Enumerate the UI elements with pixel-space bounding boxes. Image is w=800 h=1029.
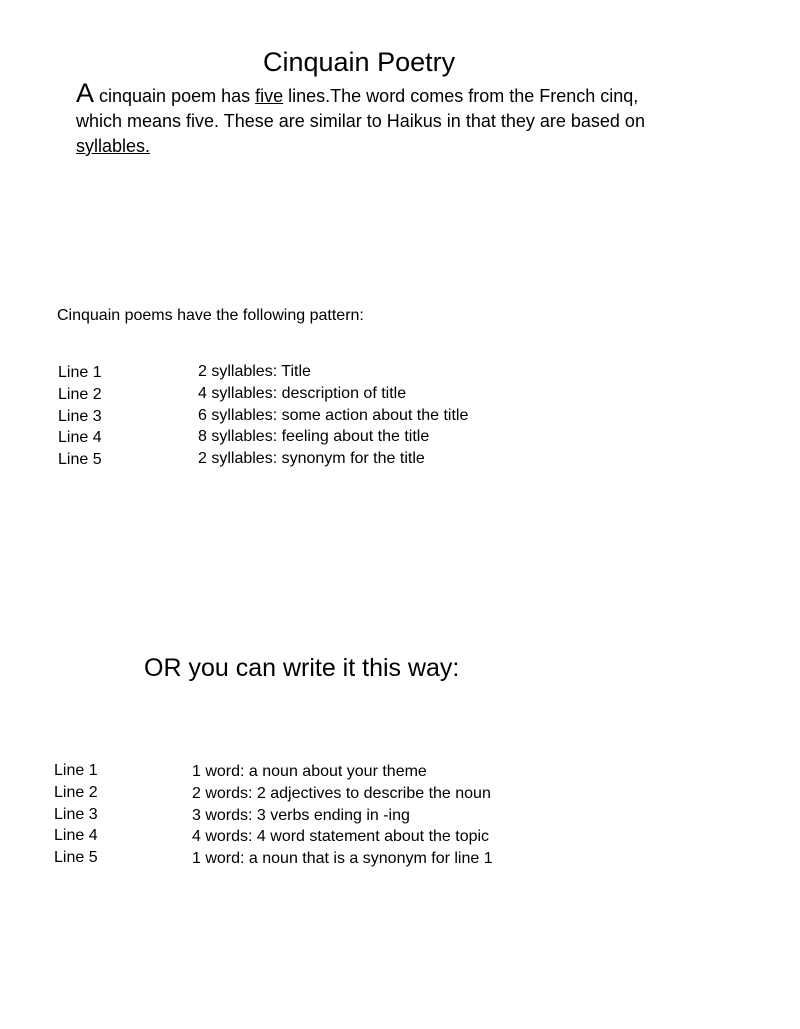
pattern1-description: 6 syllables: some action about the title — [198, 406, 469, 424]
pattern2-description: 3 words: 3 verbs ending in -ing — [192, 806, 410, 824]
pattern2-line-label: Line 4 — [54, 827, 98, 845]
intro-syllables-underlined: syllables. — [76, 136, 151, 156]
pattern-heading: Cinquain poems have the following pattern: — [57, 307, 364, 324]
pattern1-description: 4 syllables: description of title — [198, 384, 407, 402]
pattern1-line-label: Line 4 — [58, 429, 102, 447]
page-title: Cinquain Poetry — [263, 47, 456, 77]
intro-five-underlined: five — [255, 86, 284, 106]
pattern2-line-label: Line 1 — [54, 762, 98, 779]
intro-text-part2: lines.The word comes from the French cinq, which means five. These are similar to Haikus in that they are based on — [76, 86, 645, 131]
pattern2-line-label: Line 5 — [54, 849, 98, 867]
or-heading: OR you can write it this way: — [144, 654, 460, 682]
pattern2-description: 1 word: a noun that is a synonym for line 1 — [192, 850, 493, 868]
pattern1-line-label: Line 2 — [58, 385, 102, 403]
intro-text-part1: cinquain poem has — [94, 86, 256, 106]
pattern2-description: 1 word: a noun about your theme — [192, 763, 427, 780]
pattern1-description: 8 syllables: feeling about the title — [198, 428, 430, 446]
intro-first-letter: A — [76, 78, 95, 108]
pattern1-line-label: Line 3 — [58, 407, 102, 425]
pattern1-line-labels — [58, 362, 102, 471]
intro-paragraph — [76, 78, 676, 159]
pattern1-descriptions — [198, 361, 468, 470]
pattern2-descriptions — [192, 761, 493, 870]
pattern2-line-label: Line 3 — [54, 805, 98, 823]
pattern2-description: 2 words: 2 adjectives to describe the noun — [192, 784, 491, 802]
pattern1-line-label: Line 5 — [58, 451, 102, 469]
pattern1-description: 2 syllables: synonym for the title — [198, 450, 425, 468]
pattern1-description: 2 syllables: Title — [198, 363, 311, 380]
pattern2-line-label: Line 2 — [54, 783, 98, 801]
pattern1-line-label: Line 1 — [58, 364, 102, 381]
pattern2-description: 4 words: 4 word statement about the topic — [192, 828, 490, 846]
pattern2-line-labels — [54, 760, 98, 869]
